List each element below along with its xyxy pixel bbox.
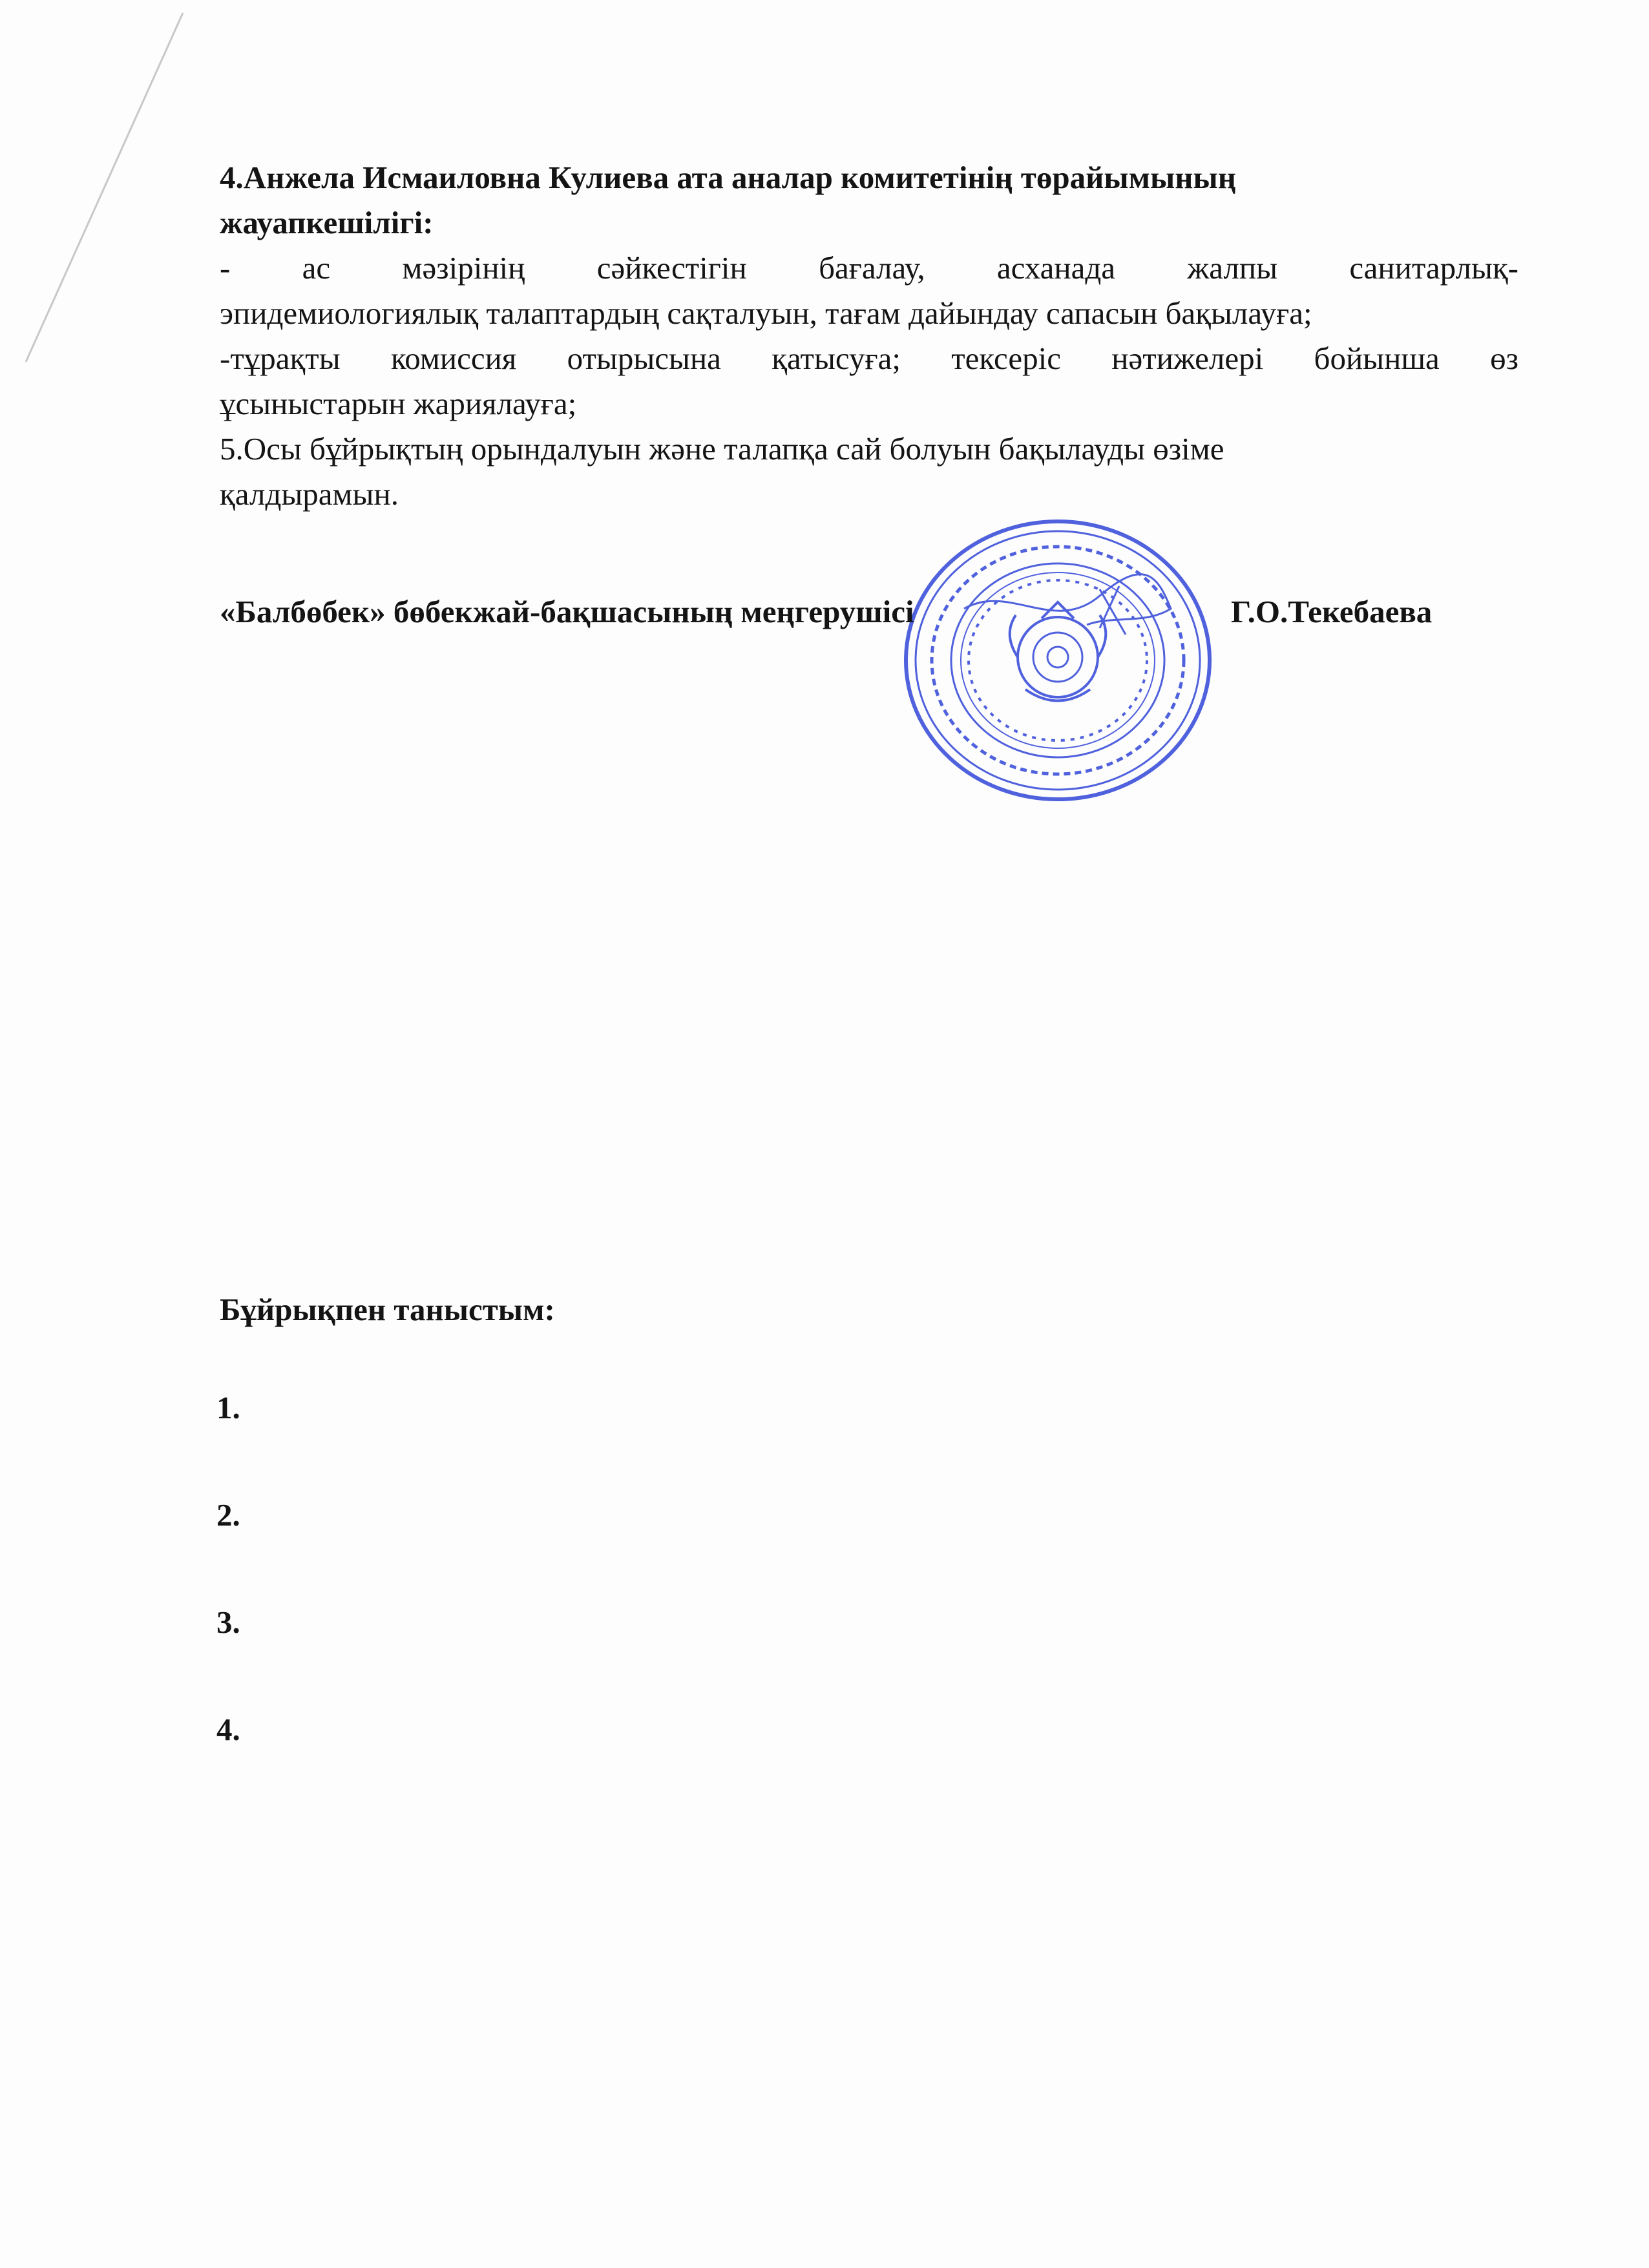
document-body: [220, 155, 1518, 517]
item5-line1: 5.Осы бұйрықтың орындалуын және талапқа сай болуын бақылауды өзіме: [220, 431, 1224, 467]
item4-duty1-line2: эпидемиологиялық талаптардың сақталуын, тағам дайындау сапасын бақылауға;: [220, 295, 1312, 331]
acknowledgement-item-4: 4.: [216, 1712, 240, 1747]
acknowledgement-item-1: 1.: [216, 1390, 240, 1425]
item5-line2: қалдырамын.: [220, 476, 399, 512]
acknowledgement-list: [216, 1389, 240, 1818]
official-seal-stamp: [887, 512, 1229, 809]
signatory-name: Г.О.Текебаева: [1231, 594, 1433, 629]
item4-heading-line1: 4.Анжела Исмаиловна Кулиева ата аналар комитетінің төрайымының: [220, 160, 1236, 195]
item4-duty1-line1: - ас мәзірінің сәйкестігін бағалау, асханада жалпы санитарлық-: [220, 250, 1518, 286]
signatory-position: «Балбөбек» бөбекжай-бақшасының меңгерушісі: [220, 594, 914, 629]
item4-duty2-line1: -тұрақты комиссия отырысына қатысуға; тексеріс нәтижелері бойынша өз: [220, 341, 1518, 376]
acknowledgement-item-2: 2.: [216, 1497, 240, 1533]
item4-heading-line2: жауапкешілігі:: [220, 205, 434, 240]
acknowledgement-item-3: 3.: [216, 1604, 240, 1640]
item4-duty2-line2: ұсыныстарын жариялауға;: [220, 386, 577, 421]
acknowledgement-title: Бұйрықпен таныстым:: [220, 1292, 555, 1327]
